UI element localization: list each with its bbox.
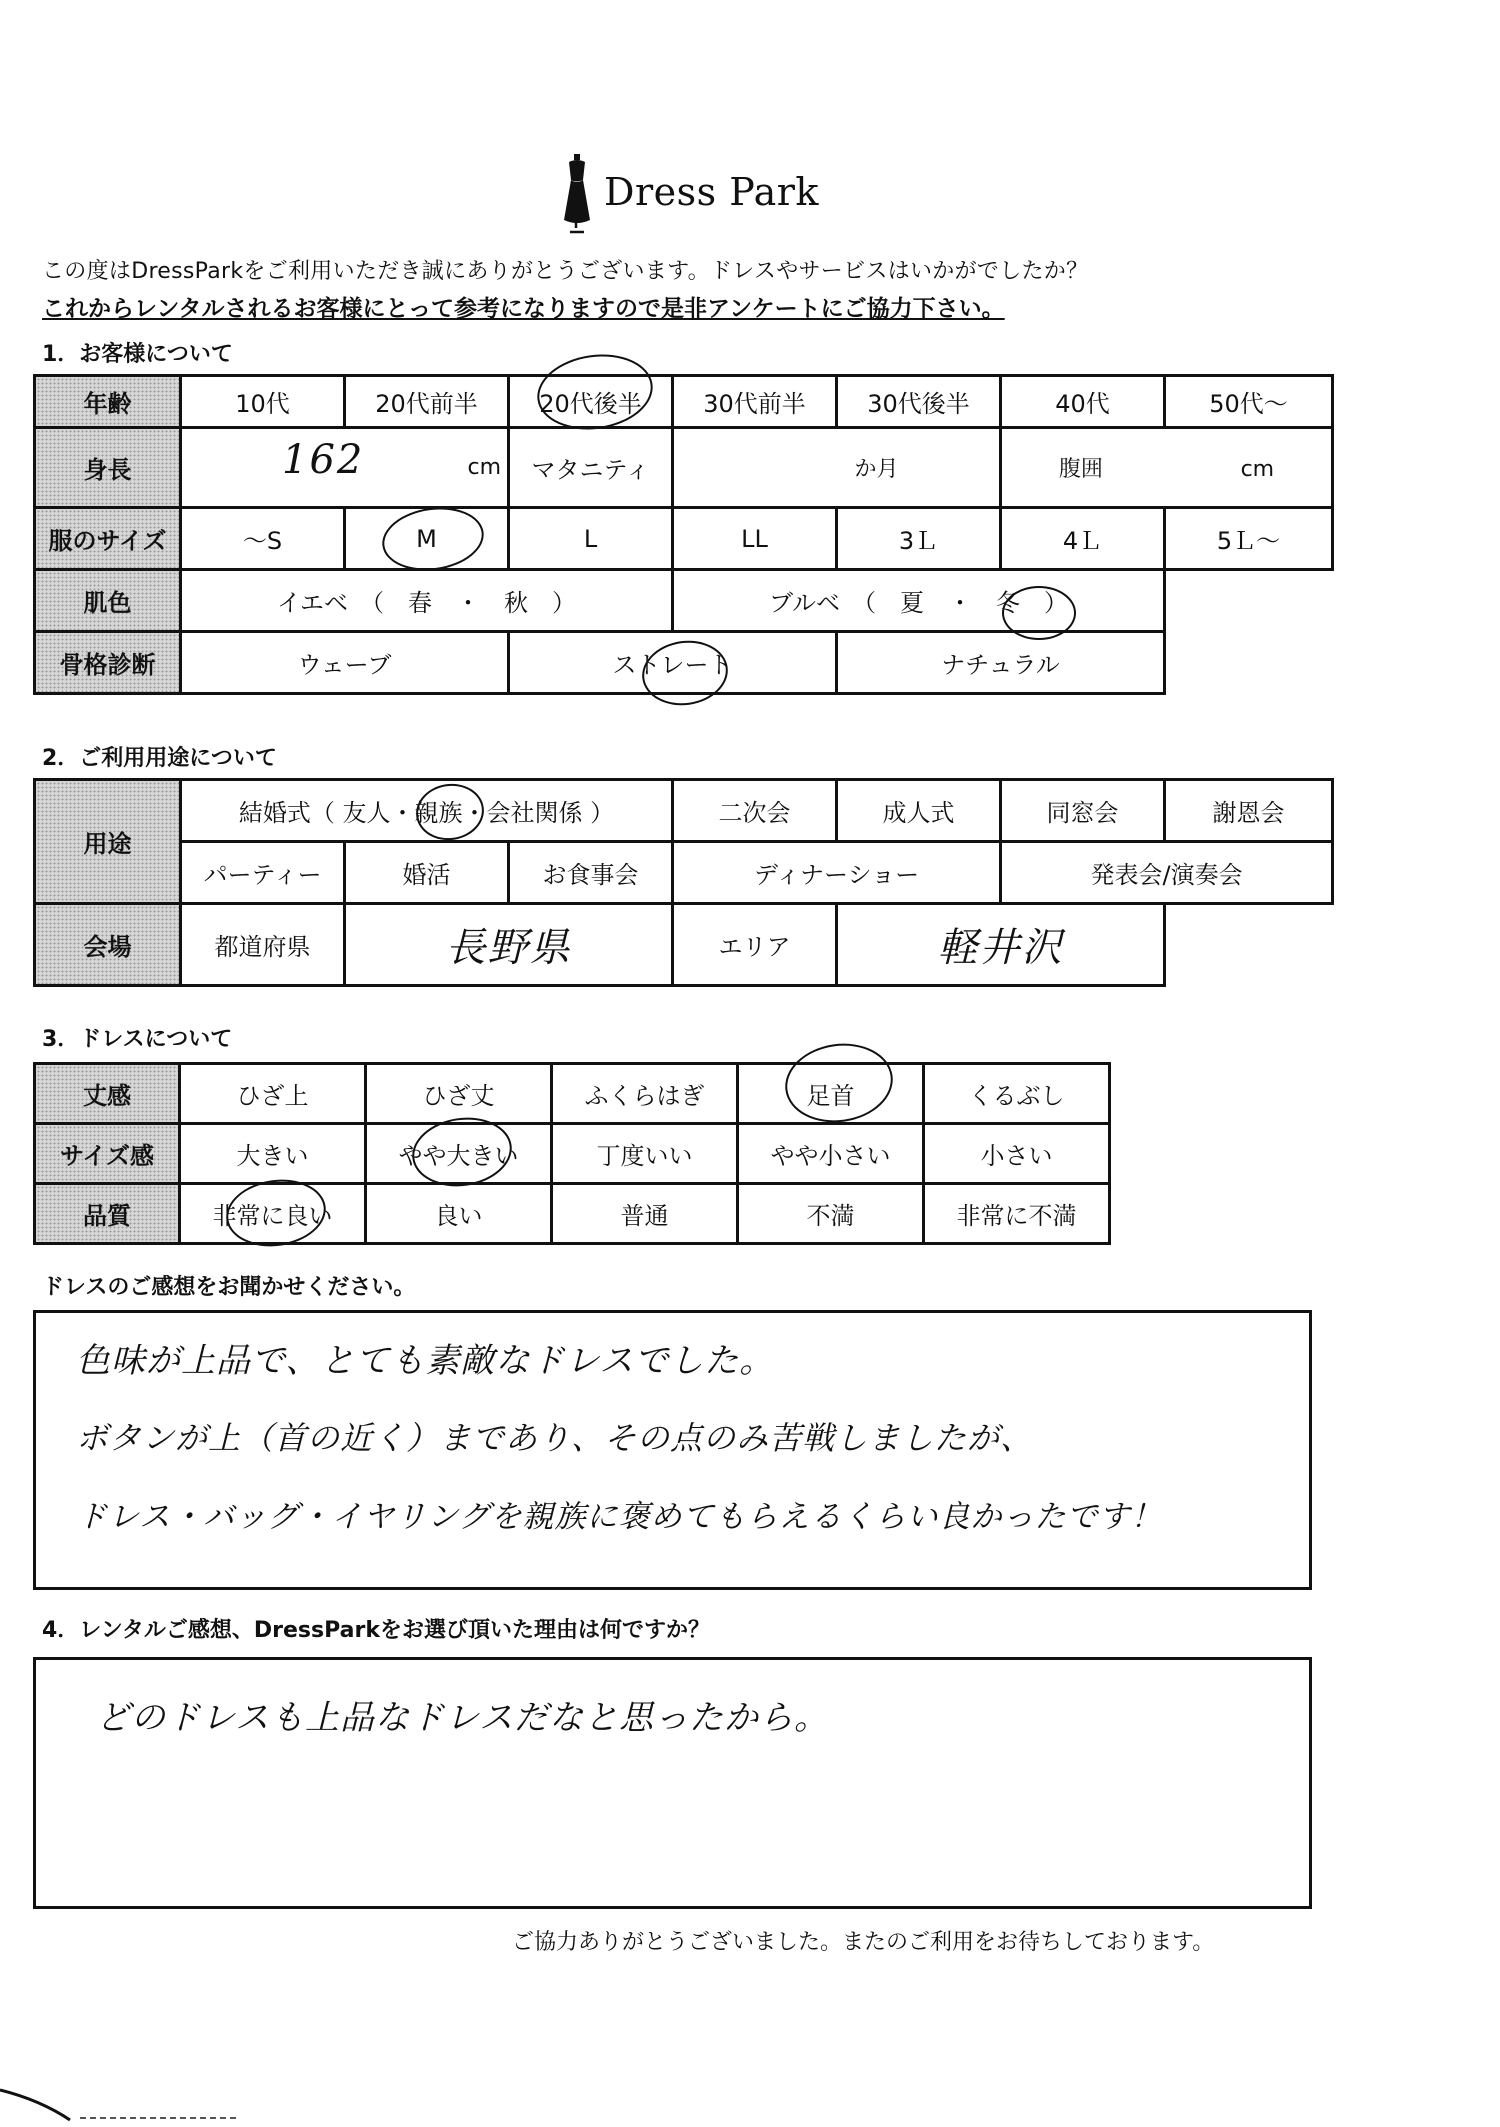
- size-option[interactable]: 4Ｌ: [1001, 508, 1165, 570]
- quality-label: 品質: [35, 1184, 180, 1244]
- prefecture-label: 都道府県: [181, 904, 345, 986]
- purpose-option[interactable]: お食事会: [509, 842, 673, 904]
- waist-label: 腹囲: [1058, 457, 1103, 482]
- age-row: [35, 376, 1333, 428]
- impressions-line: ボタンが上（首の近く）まであり、その点のみ苦戦しましたが、: [76, 1419, 1034, 1457]
- size-option[interactable]: L: [509, 508, 673, 570]
- customer-table: [33, 374, 1334, 695]
- prefecture-field[interactable]: [345, 904, 673, 986]
- dress-form-icon: [560, 150, 594, 234]
- impressions-line: 色味が上品で、とても素敵なドレスでした。: [76, 1341, 775, 1381]
- length-option[interactable]: ふくらはぎ: [552, 1064, 738, 1124]
- quality-row: [35, 1184, 1110, 1244]
- quality-option[interactable]: 良い: [366, 1184, 552, 1244]
- quality-option[interactable]: 普通: [552, 1184, 738, 1244]
- dresspark-logo: [560, 150, 819, 234]
- size-option[interactable]: LL: [673, 508, 837, 570]
- fit-option[interactable]: 小さい: [924, 1124, 1110, 1184]
- intro-text: この度はDressParkをご利用いただき誠にありがとうございます。ドレスやサービスはいかがでしたか？: [42, 259, 1089, 284]
- purpose-option[interactable]: ディナーショー: [673, 842, 1001, 904]
- prefecture-value: 長野県: [445, 925, 572, 971]
- venue-label: 会場: [35, 904, 181, 986]
- skin-label: 肌色: [35, 570, 181, 632]
- reason-answer: どのドレスも上品なドレスだなと思ったから。: [96, 1698, 829, 1738]
- size-row: [35, 508, 1333, 570]
- age-option[interactable]: 10代: [181, 376, 345, 428]
- quality-option[interactable]: 不満: [738, 1184, 924, 1244]
- length-option[interactable]: ひざ上: [180, 1064, 366, 1124]
- wedding-option[interactable]: 結婚式（ 友人・親族・会社関係 ）: [181, 780, 673, 842]
- impressions-box[interactable]: [33, 1310, 1312, 1590]
- age-option[interactable]: 30代前半: [673, 376, 837, 428]
- purpose-row-2: [35, 842, 1333, 904]
- footer-thanks: ご協力ありがとうございました。またのご利用をお待ちしております。: [512, 1930, 1215, 1955]
- fit-label: サイズ感: [35, 1124, 180, 1184]
- age-option[interactable]: 20代後半: [509, 376, 673, 428]
- size-option[interactable]: 5Ｌ～: [1165, 508, 1333, 570]
- waist-unit: cm: [1240, 457, 1275, 482]
- fit-option[interactable]: やや大きい: [366, 1124, 552, 1184]
- section3-title: 3．ドレスについて: [42, 1027, 233, 1052]
- length-label: 丈感: [35, 1064, 180, 1124]
- age-option[interactable]: 20代前半: [345, 376, 509, 428]
- fit-option[interactable]: 丁度いい: [552, 1124, 738, 1184]
- length-option[interactable]: くるぶし: [924, 1064, 1110, 1124]
- age-option[interactable]: 50代～: [1165, 376, 1333, 428]
- length-option[interactable]: ひざ丈: [366, 1064, 552, 1124]
- height-label: 身長: [35, 428, 181, 508]
- body-type-option[interactable]: ストレート: [509, 632, 837, 694]
- blue-base-option[interactable]: ブルベ （ 夏 ・ 冬 ）: [673, 570, 1165, 632]
- body-type-option[interactable]: ナチュラル: [837, 632, 1165, 694]
- length-option[interactable]: 足首: [738, 1064, 924, 1124]
- height-value: 162: [282, 437, 365, 483]
- length-row: [35, 1064, 1110, 1124]
- size-option[interactable]: 3Ｌ: [837, 508, 1001, 570]
- age-option[interactable]: 30代後半: [837, 376, 1001, 428]
- purpose-row-1: [35, 780, 1333, 842]
- impressions-line: ドレス・バッグ・イヤリングを親族に褒めてもらえるくらい良かったです！: [76, 1499, 1163, 1535]
- reason-box[interactable]: [33, 1657, 1312, 1909]
- section1-title: 1．お客様について: [42, 342, 233, 367]
- dress-table: [33, 1062, 1111, 1245]
- purpose-option[interactable]: 婚活: [345, 842, 509, 904]
- height-row: [35, 428, 1333, 508]
- area-label: エリア: [673, 904, 837, 986]
- body-type-label: 骨格診断: [35, 632, 181, 694]
- waist-field[interactable]: [1001, 428, 1333, 508]
- purpose-option[interactable]: 成人式: [837, 780, 1001, 842]
- age-option[interactable]: 40代: [1001, 376, 1165, 428]
- purpose-option[interactable]: 二次会: [673, 780, 837, 842]
- height-field[interactable]: [181, 428, 509, 508]
- brand-name: Dress Park: [604, 170, 819, 214]
- purpose-option[interactable]: 同窓会: [1001, 780, 1165, 842]
- fit-row: [35, 1124, 1110, 1184]
- venue-row: [35, 904, 1333, 986]
- fit-option[interactable]: やや小さい: [738, 1124, 924, 1184]
- purpose-label: 用途: [35, 780, 181, 904]
- height-unit: cm: [467, 455, 501, 480]
- maternity-label: マタニティ: [509, 428, 673, 508]
- section4-title: 4．レンタルご感想、DressParkをお選び頂いた理由は何ですか？: [42, 1618, 710, 1643]
- impressions-label: ドレスのご感想をお聞かせください。: [42, 1275, 416, 1300]
- purpose-option[interactable]: 謝恩会: [1165, 780, 1333, 842]
- maternity-months-field[interactable]: [673, 428, 1001, 508]
- body-type-row: [35, 632, 1333, 694]
- size-label: 服のサイズ: [35, 508, 181, 570]
- scan-edge-mark: [0, 2080, 300, 2127]
- purpose-option[interactable]: パーティー: [181, 842, 345, 904]
- fit-option[interactable]: 大きい: [180, 1124, 366, 1184]
- quality-option[interactable]: 非常に不満: [924, 1184, 1110, 1244]
- purpose-table: [33, 778, 1334, 987]
- quality-option[interactable]: 非常に良い: [180, 1184, 366, 1244]
- size-option[interactable]: ～S: [181, 508, 345, 570]
- intro-request: これからレンタルされるお客様にとって参考になりますので是非アンケートにご協力下さい。: [42, 296, 1005, 322]
- section2-title: 2．ご利用用途について: [42, 746, 277, 771]
- skin-row: [35, 570, 1333, 632]
- area-field[interactable]: [837, 904, 1165, 986]
- area-value: 軽井沢: [937, 925, 1064, 971]
- age-label: 年齢: [35, 376, 181, 428]
- yellow-base-option[interactable]: イエベ （ 春 ・ 秋 ）: [181, 570, 673, 632]
- body-type-option[interactable]: ウェーブ: [181, 632, 509, 694]
- size-option[interactable]: M: [345, 508, 509, 570]
- purpose-option[interactable]: 発表会/演奏会: [1001, 842, 1333, 904]
- months-unit: か月: [854, 457, 899, 482]
